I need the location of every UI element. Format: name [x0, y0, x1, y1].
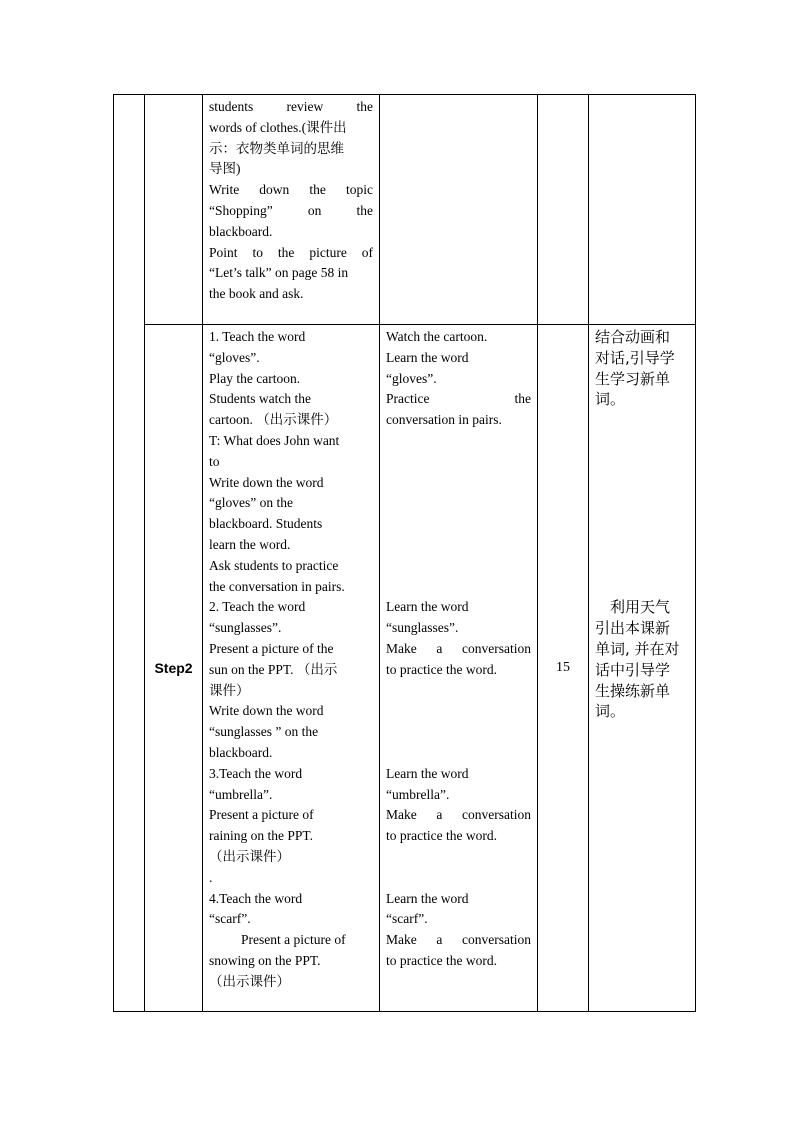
- text-line: “sunglasses”.: [209, 620, 282, 636]
- text-line: blackboard.: [209, 223, 273, 239]
- note-line: 生操练新单: [595, 681, 671, 700]
- note-line: 词。: [595, 390, 626, 409]
- spacer: [595, 410, 689, 431]
- text-line: 示：衣物类单词的思维: [209, 140, 344, 156]
- note-line: 话中引导学: [595, 660, 671, 679]
- text-line: Learn the word: [386, 599, 469, 615]
- spacer: [386, 556, 531, 577]
- text-line: Write down the topic: [209, 182, 373, 198]
- text-line: Learn the word: [386, 890, 469, 906]
- spacer: [386, 681, 531, 702]
- spacer: [386, 701, 531, 722]
- text-line: to: [209, 453, 220, 469]
- spacer: [595, 535, 689, 556]
- text-line: Play the cartoon.: [209, 370, 301, 386]
- text-line: T: What does John want: [209, 432, 340, 448]
- spacer: [386, 473, 531, 494]
- step-cell-empty: [145, 95, 203, 325]
- text-line: “scarf”.: [209, 911, 251, 927]
- text-line: Make a conversation: [386, 807, 531, 823]
- text-line: Ask students to practice: [209, 557, 339, 573]
- text-line: “gloves”.: [386, 370, 437, 386]
- text-line: （出示课件）: [209, 848, 290, 864]
- spacer: [386, 743, 531, 764]
- minutes-value: 15: [538, 325, 589, 1012]
- spacer: [386, 577, 531, 598]
- table-row-review: [114, 95, 696, 325]
- text-line: cartoon. （出示课件）: [209, 412, 338, 428]
- text-line: Present a picture of: [241, 932, 346, 948]
- spacer: [386, 535, 531, 556]
- text-line: .: [209, 869, 213, 885]
- student-activity-cell-empty: [380, 95, 538, 325]
- note-line: 引出本课新: [595, 619, 671, 638]
- text-line: Students watch the: [209, 391, 311, 407]
- text-line: the book and ask.: [209, 286, 304, 302]
- text-line: “scarf”.: [386, 911, 428, 927]
- spacer: [595, 556, 689, 577]
- text-line: 2. Teach the word: [209, 599, 306, 615]
- text-line: Make a conversation: [386, 932, 531, 948]
- spacer: [595, 577, 689, 598]
- table-row-step2: [114, 325, 696, 1012]
- spacer: [386, 847, 531, 868]
- text-line: 3.Teach the word: [209, 765, 303, 781]
- notes-cell-empty: [589, 95, 696, 325]
- spacer: [595, 514, 689, 535]
- text-line: Point to the picture of: [209, 244, 373, 260]
- teacher-activity-cell: [203, 95, 380, 325]
- spacer: [386, 452, 531, 473]
- text-line: Learn the word: [386, 349, 469, 365]
- text-line: conversation in pairs.: [386, 412, 502, 428]
- text-line: to practice the word.: [386, 952, 497, 968]
- text-line: Learn the word: [386, 765, 469, 781]
- note-line: 对话,引导学: [595, 348, 675, 367]
- text-line: “Shopping” on the: [209, 202, 373, 218]
- spacer: [386, 722, 531, 743]
- note-line: 生学习新单: [595, 369, 671, 388]
- student-activity-cell: [380, 325, 538, 1012]
- text-line: 导图): [209, 161, 241, 177]
- note-line: 词。: [595, 702, 626, 721]
- text-line: to practice the word.: [386, 661, 497, 677]
- note-line: 结合动画和: [595, 328, 671, 346]
- text-line: snowing on the PPT.: [209, 952, 321, 968]
- spacer: [595, 493, 689, 514]
- text-line: learn the word.: [209, 536, 291, 552]
- text-line: Practice the: [386, 391, 531, 407]
- spacer: [595, 473, 689, 494]
- text-line: “umbrella”.: [209, 786, 273, 802]
- text-line: “sunglasses ” on the: [209, 724, 319, 740]
- minutes-cell-empty: [538, 95, 589, 325]
- text-line: Make a conversation: [386, 640, 531, 656]
- text-line: blackboard.: [209, 744, 273, 760]
- text-line: the conversation in pairs.: [209, 578, 345, 594]
- text-line: “gloves” on the: [209, 495, 293, 511]
- text-line: blackboard. Students: [209, 516, 323, 532]
- text-line: 4.Teach the word: [209, 890, 303, 906]
- text-line: Present a picture of the: [209, 640, 334, 656]
- spacer: [386, 514, 531, 535]
- spacer: [595, 452, 689, 473]
- text-line: （出示课件）: [209, 973, 290, 989]
- step-label: Step2: [145, 325, 203, 1012]
- spacer: [386, 431, 531, 452]
- teacher-activity-cell: [203, 325, 380, 1012]
- text-line: words of clothes.(课件出: [209, 119, 347, 135]
- text-line: Write down the word: [209, 474, 324, 490]
- text-line: “gloves”.: [209, 349, 260, 365]
- spacer: [595, 431, 689, 452]
- text-line: to practice the word.: [386, 828, 497, 844]
- text-line: raining on the PPT.: [209, 828, 313, 844]
- text-line: sun on the PPT. （出示: [209, 661, 338, 677]
- text-line: “sunglasses”.: [386, 620, 459, 636]
- text-line: Watch the cartoon.: [386, 329, 488, 344]
- text-line: Present a picture of: [209, 807, 314, 823]
- text-line: students review the: [209, 99, 373, 114]
- section-cell: [114, 95, 145, 1012]
- text-line: 1. Teach the word: [209, 329, 306, 344]
- text-line: “Let’s talk” on page 58 in: [209, 265, 349, 281]
- text-line: 课件）: [209, 682, 250, 698]
- lesson-plan-table: [113, 94, 696, 1012]
- spacer: [386, 868, 531, 889]
- text-line: Write down the word: [209, 703, 324, 719]
- spacer: [386, 493, 531, 514]
- note-line: 利用天气: [595, 598, 671, 617]
- design-notes-cell: [589, 325, 696, 1012]
- text-line: “umbrella”.: [386, 786, 450, 802]
- note-line: 单词, 并在对: [595, 639, 680, 658]
